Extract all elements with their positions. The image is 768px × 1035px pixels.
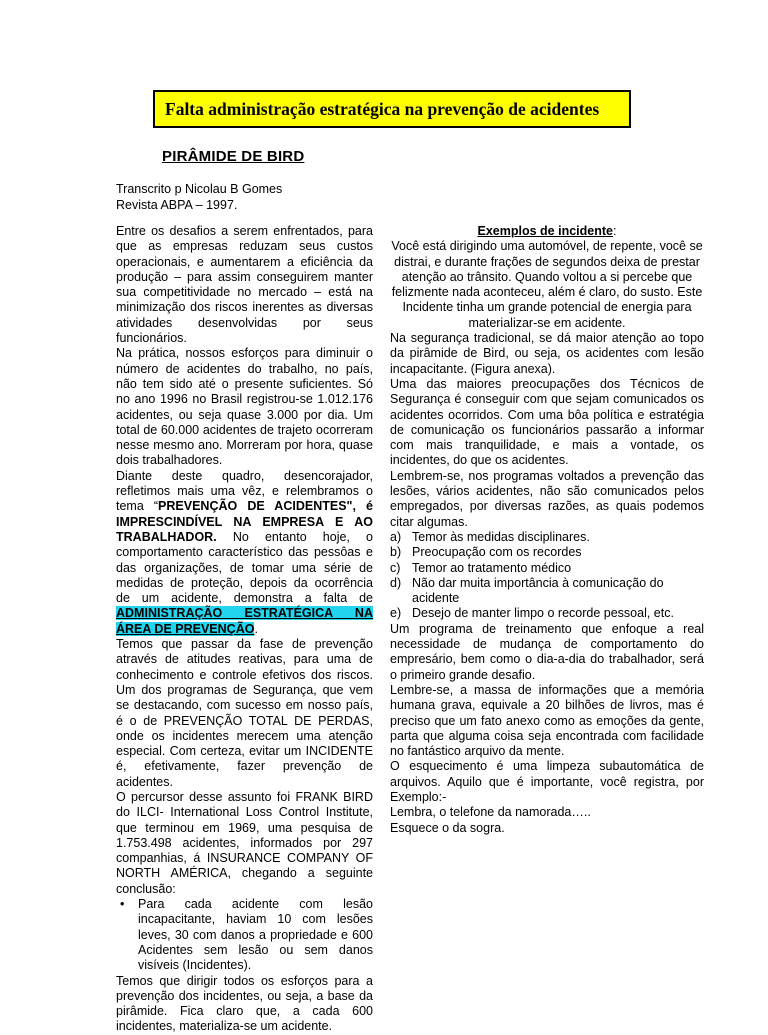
bullet-text: Para cada acidente com lesão incapacitante, haviam 10 com lesões leves, 30 com danos a propriedade e 600 Acidentes sem lesão ou sem danos visíveis (Incidentes).	[138, 897, 373, 973]
author-info	[116, 182, 282, 213]
theme-rest: No entanto hoje, o comportamento característico das pessôas e das organizações, de tomar uma série de medidas de proteção, depois da ocorrência de um acidente, demonstra a falta de	[116, 529, 373, 606]
paragraph-loss-prevention: Temos que passar da fase de prevenção através de atitudes reativas, para uma de conhecimento e controle efetivos dos riscos. Um dos programas de Segurança, que vem se destacando, com sucesso em nosso país, é o de PREVENÇÃO TOTAL DE PERDAS, onde os incidentes merecem uma atenção especial. Com certeza, evitar um INCIDENTE é, efetivamente, fazer prevenção de acidentes.	[116, 637, 373, 789]
highlighted-phrase: ADMINISTRAÇÃO ESTRATÉGICA NA ÁREA DE PREVENÇÃO	[116, 606, 373, 636]
list-item	[390, 606, 704, 621]
subtitle: PIRÂMIDE DE BIRD	[162, 148, 305, 165]
left-column	[116, 224, 373, 1035]
examples-text: Você está dirigindo uma automóvel, de repente, você se distrai, e durante frações de segundos deixa de prestar atenção ao trânsito. Quando voltou a si percebe que felizmente nada aconteceu, além é claro, do susto. Este Incidente tinha um grande potencial de energia para materializar-se em acidente.	[391, 239, 703, 330]
paragraph-prevention-theme	[116, 469, 373, 637]
paragraph-training: Um programa de treinamento que enfoque a real necessidade de mudança de comportamento do empresário, bem como o dia-a-dia do trabalhador, será o primeiro grande desafio.	[390, 621, 704, 682]
example-line-forget: Esquece o da sogra.	[390, 820, 505, 835]
list-item	[390, 530, 704, 545]
theme-bold: PREVENÇÃO DE ACIDENTES", é IMPRESCINDÍVEL NA EMPRESA E AO TRABALHADOR.	[116, 499, 373, 544]
bullet-list	[116, 897, 373, 973]
paragraph-statistics: Na prática, nossos esforços para diminuir o número de acidentes do trabalho, no país, não tem sido até o presente suficientes. Só no ano 1996 no Brasil registrou-se 1.012.176 acidentes, ou seja quase 3.000 por dia. Um total de 60.000 acidentes de trajeto ocorreram nesse mesmo ano. Morreram por hora, quase dois trabalhadores.	[116, 346, 373, 468]
paragraph-communication: Uma das maiores preocupações dos Técnicos de Segurança é conseguir com que sejam comunicados os acidentes ocorridos. Com uma bôa política e estratégia de comunicação os funcionários passarão a informar com mais tranquilidade, e mais a vontade, os incidentes, do que os acidentes.	[390, 376, 704, 468]
list-text: Preocupação com os recordes	[412, 545, 582, 560]
examples-title: Exemplos de incidente	[477, 224, 613, 238]
list-text: Desejo de manter limpo o recorde pessoal, etc.	[412, 606, 674, 621]
source-line: Revista ABPA – 1997.	[116, 197, 238, 212]
list-marker: c)	[390, 560, 401, 575]
list-marker: e)	[390, 606, 402, 621]
list-marker: a)	[390, 529, 402, 544]
reasons-list	[390, 530, 704, 622]
list-item	[390, 545, 704, 560]
list-item	[390, 576, 704, 607]
list-text: Temor às medidas disciplinares.	[412, 529, 590, 544]
paragraph-frank-bird: O percursor desse assunto foi FRANK BIRD do ILCI- International Loss Control Institute, que terminou em 1969, uma pesquisa de 1.753.498 acidentes, informados por 297 companhias, á INSURANCE COMPANY OF NORTH AMÉRICA, chegando a seguinte conclusão:	[116, 789, 373, 896]
list-text: Não dar muita importância à comunicação do acidente	[412, 575, 664, 606]
theme-intro: Diante deste quadro, desencorajador, refletimos mais uma vêz, e relembramos o tema “	[116, 468, 373, 514]
list-text: Temor ao tratamento médico	[412, 560, 572, 575]
bullet-icon: •	[120, 897, 125, 912]
list-item	[390, 561, 704, 576]
theme-end: .	[254, 621, 258, 636]
paragraph-challenges: Entre os desafios a serem enfrentados, para que as empresas reduzam seus custos operacionais, e aumentarem a eficiência da produção – para assim conseguirem manter sua competitividade no mercado – está na minimização dos riscos inerentes as diversas atividades desenvolvidas por seus funcionários.	[116, 224, 373, 346]
examples-colon: :	[612, 224, 617, 238]
list-marker: d)	[390, 575, 402, 590]
document-title: Falta administração estratégica na prevenção de acidentes	[165, 99, 600, 119]
list-item	[116, 897, 373, 973]
paragraph-traditional-safety: Na segurança tradicional, se dá maior atenção ao topo da pirâmide de Bird, ou seja, os acidentes com lesão incapacitante. (Figura anexa).	[390, 331, 704, 376]
paragraph-pyramid-base: Temos que dirigir todos os esforços para a prevenção dos incidentes, ou seja, a base da pirâmide. Fica claro que, a cada 600 incidentes, materializa-se um acidente.	[116, 973, 373, 1034]
examples-heading	[390, 224, 704, 239]
paragraph-memory: Lembre-se, a massa de informações que a memória humana grava, equivale a 20 bilhões de livros, mas é preciso que um fato anexo como as emoções da gente, parta que alguma coisa seja encontrada com facilidade no fantástico arquivo da mente.	[390, 682, 704, 759]
list-marker: b)	[390, 545, 402, 560]
right-column	[390, 224, 704, 836]
paragraph-forgetting: O esquecimento é uma limpeza subautomática de arquivos. Aquilo que é importante, você registra, por Exemplo:-	[390, 759, 704, 804]
author-line: Transcrito p Nicolau B Gomes	[116, 182, 283, 196]
example-line-remember: Lembra, o telefone da namorada…..	[390, 805, 591, 820]
document-title-box	[153, 90, 631, 128]
paragraph-reasons: Lembrem-se, nos programas voltados a prevenção das lesões, vários acidentes, não são comunicados pelos empregados, por diversas razões, as quais podemos citar algumas.	[390, 468, 704, 529]
